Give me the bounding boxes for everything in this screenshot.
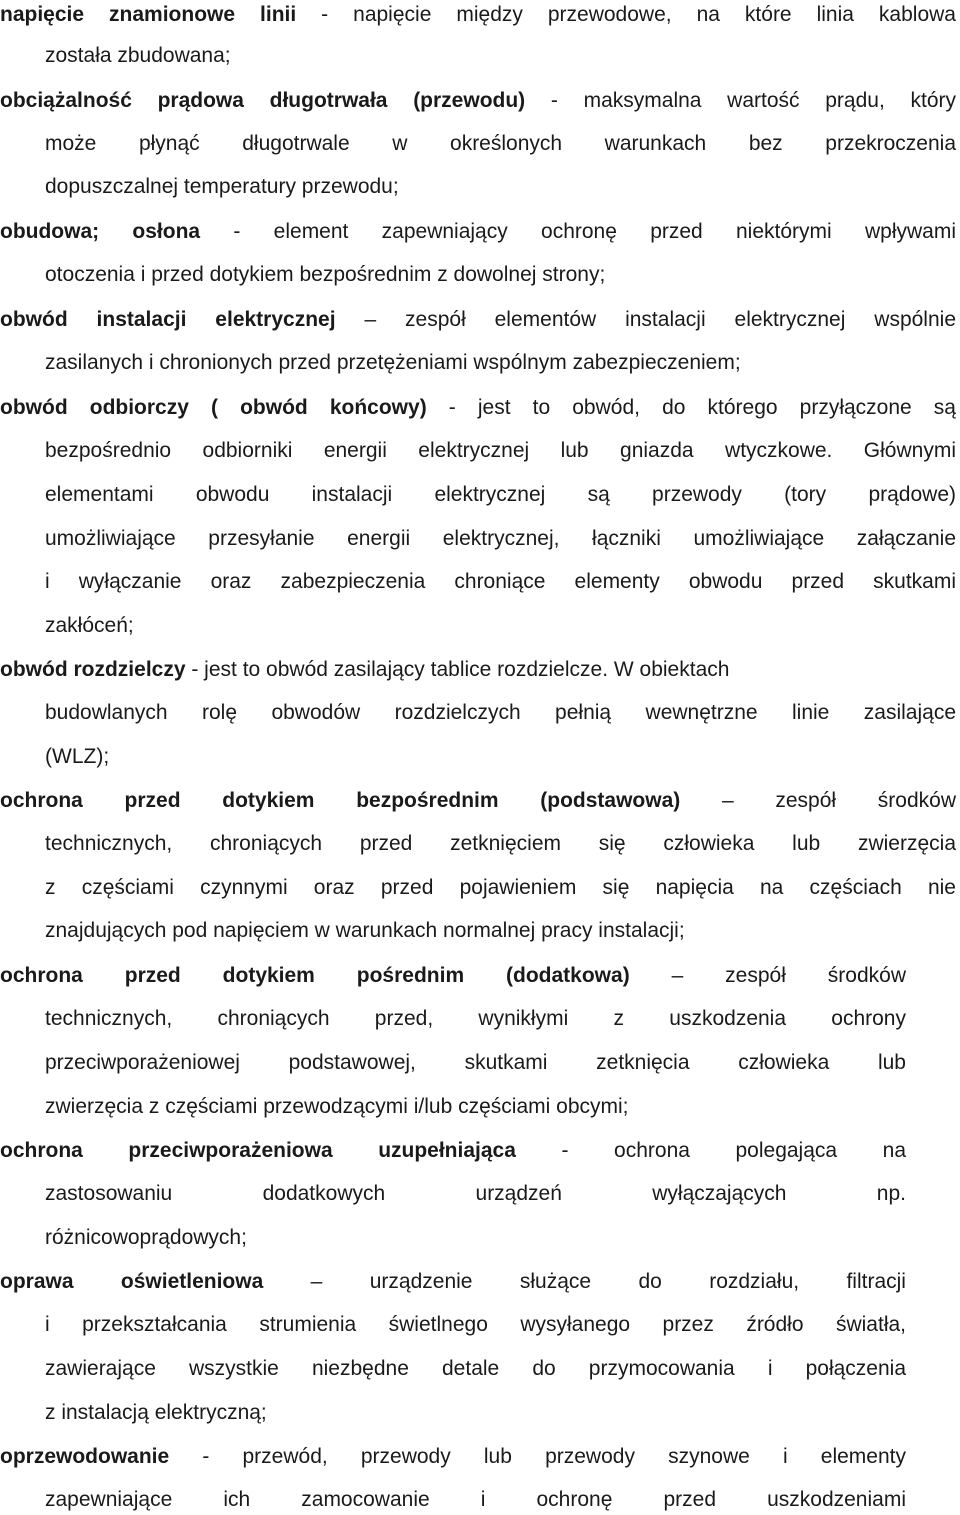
definition-line — [0, 961, 906, 991]
definition-line: zapewniające ich zamocowanie i ochronę przed uszkodzeniami — [45, 1488, 906, 1511]
definition-line: zwierzęcia z częściami przewodzącymi i/lub częściami obcymi; — [45, 1095, 629, 1118]
term: napięcie znamionowe linii — [0, 3, 297, 26]
definition-line: budowlanych rolę obwodów rozdzielczych pełnią wewnętrzne linie zasilające — [45, 701, 956, 724]
definition-line: znajdujących pod napięciem w warunkach normalnej pracy instalacji; — [45, 919, 685, 942]
definition-line — [0, 1442, 906, 1472]
definition-line: została zbudowana; — [45, 44, 231, 67]
definition-line — [0, 0, 956, 30]
definition-line: może płynąć długotrwale w określonych warunkach bez przekroczenia — [45, 132, 956, 155]
definition-line: otoczenia i przed dotykiem bezpośrednim z dowolnej strony; — [45, 263, 606, 286]
definition-line: dopuszczalnej temperatury przewodu; — [45, 175, 399, 198]
definition-text: - napięcie między przewodowe, na które linia kablowa — [296, 3, 956, 26]
term: obudowa; osłona — [0, 220, 201, 243]
definition-line — [0, 305, 956, 335]
term: obwód rozdzielczy — [0, 658, 186, 681]
definition-line — [0, 1267, 906, 1297]
term: ochrona przeciwporażeniowa uzupełniająca — [0, 1139, 516, 1162]
definition-line: umożliwiające przesyłanie energii elektrycznej, łączniki umożliwiające załączanie — [45, 527, 956, 550]
definition-line: (WLZ); — [45, 745, 110, 768]
definition-text: - maksymalna wartość prądu, który — [525, 89, 956, 112]
definition-text: - element zapewniający ochronę przed niektórymi wpływami — [200, 220, 956, 243]
definition-line — [0, 393, 956, 423]
definition-line: technicznych, chroniących przed zetknięciem się człowieka lub zwierzęcia — [45, 832, 956, 855]
definition-text: - ochrona polegająca na — [515, 1139, 906, 1162]
term: obciążalność prądowa długotrwała (przewodu) — [0, 89, 526, 112]
definition-line — [0, 86, 956, 116]
definition-line: z częściami czynnymi oraz przed pojawieniem się napięcia na częściach nie — [45, 876, 956, 899]
definition-line: bezpośrednio odbiorniki energii elektrycznej lub gniazda wtyczkowe. Głównymi — [45, 439, 956, 462]
definition-line: przeciwporażeniowej podstawowej, skutkami zetknięcia człowieka lub — [45, 1051, 906, 1074]
definition-text: – zespół środków — [680, 789, 956, 812]
definition-line — [0, 217, 956, 247]
definition-text: - przewód, przewody lub przewody szynowe i elementy — [169, 1445, 906, 1468]
definition-text: – urządzenie służące do rozdziału, filtracji — [263, 1270, 906, 1293]
term: obwód instalacji elektrycznej — [0, 308, 336, 331]
term: obwód odbiorczy ( obwód końcowy) — [0, 396, 427, 419]
definition-line: technicznych, chroniących przed, wynikłymi z uszkodzenia ochrony — [45, 1007, 906, 1030]
term: oprawa oświetleniowa — [0, 1270, 264, 1293]
definition-line: zakłóceń; — [45, 614, 134, 637]
definition-line: elementami obwodu instalacji elektrycznej są przewody (tory prądowe) — [45, 483, 956, 506]
term: ochrona przed dotykiem bezpośrednim (podstawowa) — [0, 789, 681, 812]
definition-line: zasilanych i chronionych przed przetężeniami wspólnym zabezpieczeniem; — [45, 351, 741, 374]
definition-line: zastosowaniu dodatkowych urządzeń wyłączających np. — [45, 1182, 906, 1205]
definition-text: - jest to obwód, do którego przyłączone są — [426, 396, 956, 419]
definition-line: zawierające wszystkie niezbędne detale do przymocowania i połączenia — [45, 1357, 906, 1380]
definition-line — [0, 786, 956, 816]
term: ochrona przed dotykiem pośrednim (dodatkowa) — [0, 964, 630, 987]
definition-line: i wyłączanie oraz zabezpieczenia chroniące elementy obwodu przed skutkami — [45, 570, 956, 593]
definition-line: różnicowoprądowych; — [45, 1226, 247, 1249]
definition-line — [0, 1136, 906, 1166]
definition-text: - jest to obwód zasilający tablice rozdzielcze. W obiektach — [185, 658, 730, 681]
definition-line — [0, 655, 956, 685]
definition-line: z instalacją elektryczną; — [45, 1401, 267, 1424]
term: oprzewodowanie — [0, 1445, 170, 1468]
definition-line: i przekształcania strumienia świetlnego wysyłanego przez źródło światła, — [45, 1313, 906, 1336]
definition-text: – zespół środków — [629, 964, 906, 987]
definition-text: – zespół elementów instalacji elektrycznej wspólnie — [335, 308, 956, 331]
